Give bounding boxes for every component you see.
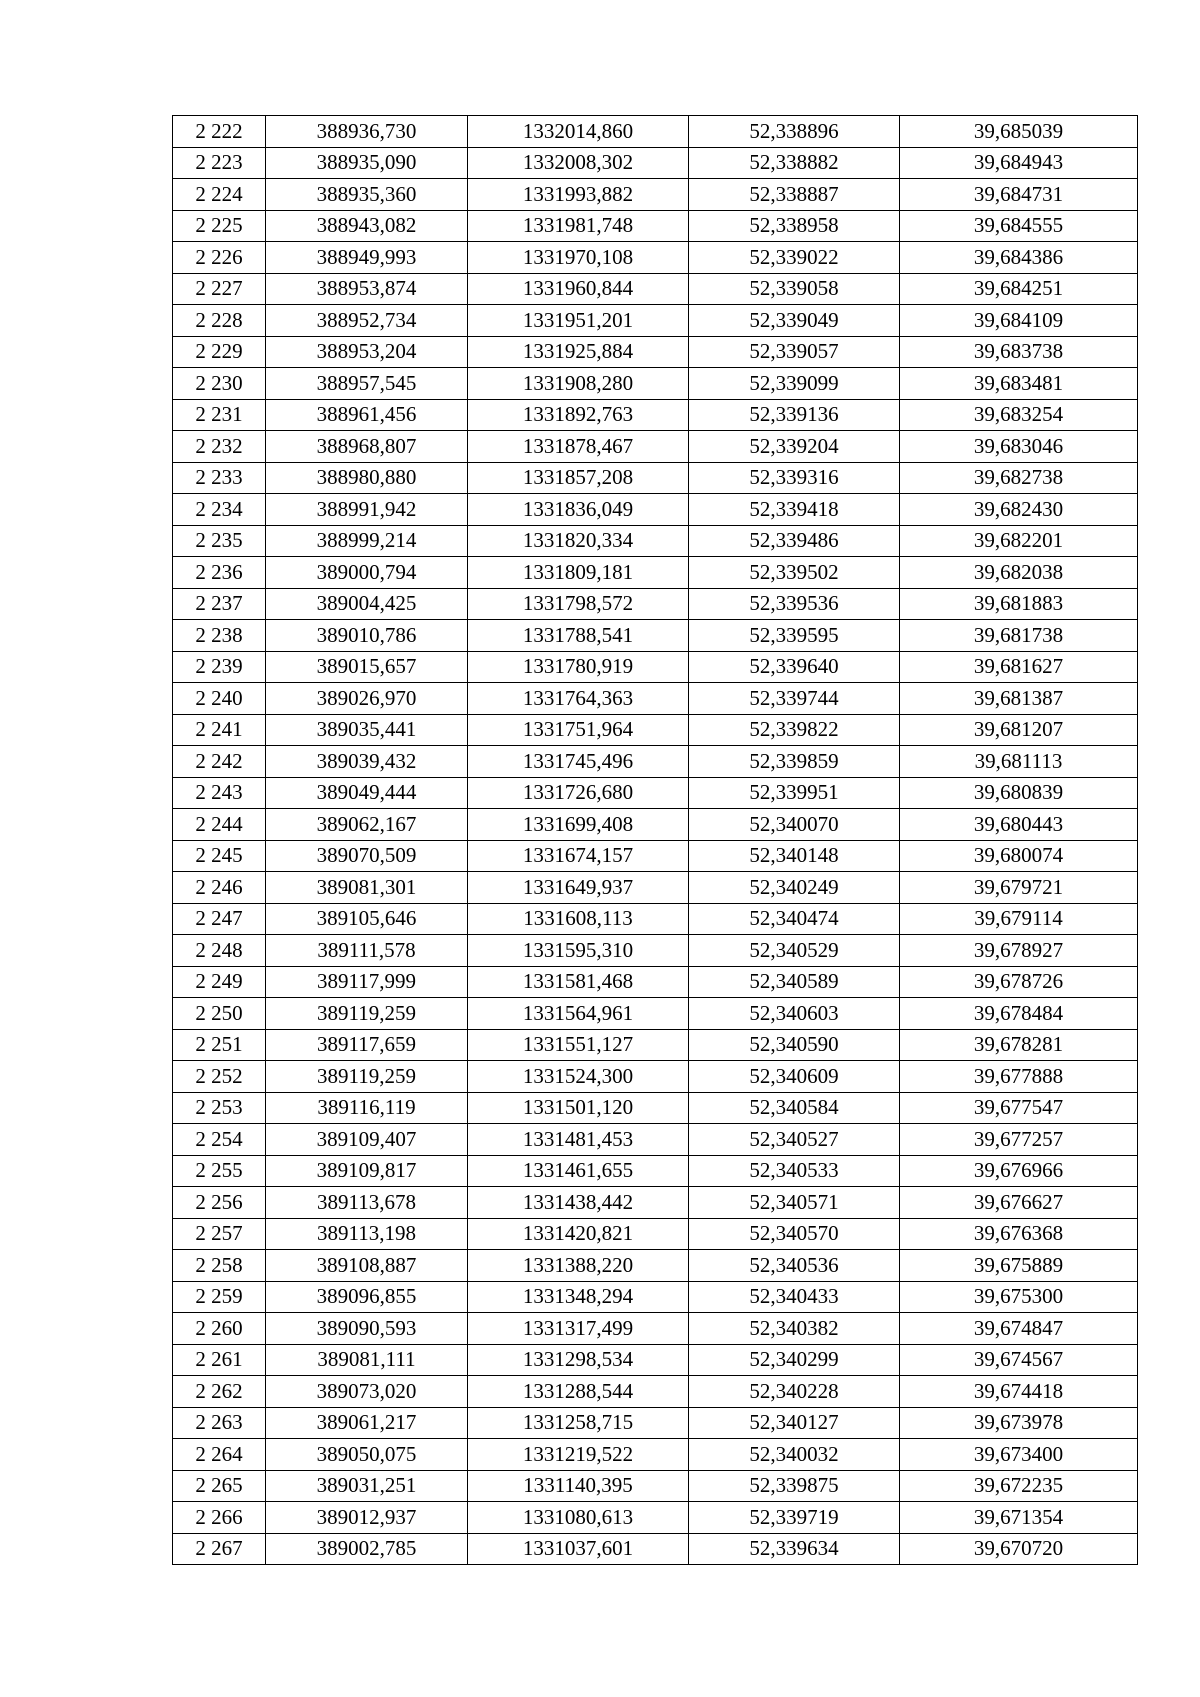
y-coordinate-cell: 1331925,884 (468, 336, 689, 368)
x-coordinate-cell: 389117,999 (266, 966, 468, 998)
x-coordinate-cell: 388952,734 (266, 305, 468, 337)
point-number-cell: 2 222 (173, 116, 266, 148)
y-coordinate-cell: 1331951,201 (468, 305, 689, 337)
longitude-cell: 39,674418 (900, 1376, 1138, 1408)
longitude-cell: 39,683046 (900, 431, 1138, 463)
latitude-cell: 52,339136 (689, 399, 900, 431)
coordinates-table-body (173, 116, 1138, 1565)
longitude-cell: 39,683738 (900, 336, 1138, 368)
point-number-cell: 2 256 (173, 1187, 266, 1219)
table-row (173, 242, 1138, 274)
y-coordinate-cell: 1331857,208 (468, 462, 689, 494)
latitude-cell: 52,340474 (689, 903, 900, 935)
longitude-cell: 39,674847 (900, 1313, 1138, 1345)
table-row (173, 746, 1138, 778)
point-number-cell: 2 231 (173, 399, 266, 431)
x-coordinate-cell: 389109,817 (266, 1155, 468, 1187)
x-coordinate-cell: 389035,441 (266, 714, 468, 746)
longitude-cell: 39,684251 (900, 273, 1138, 305)
x-coordinate-cell: 389111,578 (266, 935, 468, 967)
y-coordinate-cell: 1331764,363 (468, 683, 689, 715)
table-row (173, 1502, 1138, 1534)
x-coordinate-cell: 388980,880 (266, 462, 468, 494)
x-coordinate-cell: 388953,874 (266, 273, 468, 305)
point-number-cell: 2 242 (173, 746, 266, 778)
latitude-cell: 52,340032 (689, 1439, 900, 1471)
latitude-cell: 52,339822 (689, 714, 900, 746)
x-coordinate-cell: 388999,214 (266, 525, 468, 557)
longitude-cell: 39,680074 (900, 840, 1138, 872)
table-row (173, 368, 1138, 400)
longitude-cell: 39,680443 (900, 809, 1138, 841)
point-number-cell: 2 258 (173, 1250, 266, 1282)
y-coordinate-cell: 1331780,919 (468, 651, 689, 683)
x-coordinate-cell: 389061,217 (266, 1407, 468, 1439)
latitude-cell: 52,339536 (689, 588, 900, 620)
y-coordinate-cell: 1331836,049 (468, 494, 689, 526)
point-number-cell: 2 239 (173, 651, 266, 683)
y-coordinate-cell: 1331726,680 (468, 777, 689, 809)
longitude-cell: 39,683481 (900, 368, 1138, 400)
point-number-cell: 2 247 (173, 903, 266, 935)
longitude-cell: 39,678484 (900, 998, 1138, 1030)
x-coordinate-cell: 388936,730 (266, 116, 468, 148)
table-row (173, 525, 1138, 557)
x-coordinate-cell: 389050,075 (266, 1439, 468, 1471)
x-coordinate-cell: 389081,111 (266, 1344, 468, 1376)
x-coordinate-cell: 389049,444 (266, 777, 468, 809)
x-coordinate-cell: 389010,786 (266, 620, 468, 652)
table-row (173, 1061, 1138, 1093)
point-number-cell: 2 267 (173, 1533, 266, 1565)
table-row (173, 1187, 1138, 1219)
table-row (173, 966, 1138, 998)
point-number-cell: 2 237 (173, 588, 266, 620)
y-coordinate-cell: 1331080,613 (468, 1502, 689, 1534)
longitude-cell: 39,675889 (900, 1250, 1138, 1282)
latitude-cell: 52,339719 (689, 1502, 900, 1534)
latitude-cell: 52,340070 (689, 809, 900, 841)
y-coordinate-cell: 1331993,882 (468, 179, 689, 211)
longitude-cell: 39,675300 (900, 1281, 1138, 1313)
longitude-cell: 39,678281 (900, 1029, 1138, 1061)
longitude-cell: 39,676627 (900, 1187, 1138, 1219)
latitude-cell: 52,339744 (689, 683, 900, 715)
y-coordinate-cell: 1331258,715 (468, 1407, 689, 1439)
latitude-cell: 52,339634 (689, 1533, 900, 1565)
y-coordinate-cell: 1331809,181 (468, 557, 689, 589)
latitude-cell: 52,340590 (689, 1029, 900, 1061)
table-row (173, 273, 1138, 305)
y-coordinate-cell: 1331699,408 (468, 809, 689, 841)
longitude-cell: 39,670720 (900, 1533, 1138, 1565)
table-row (173, 620, 1138, 652)
longitude-cell: 39,677888 (900, 1061, 1138, 1093)
longitude-cell: 39,682430 (900, 494, 1138, 526)
table-row (173, 1344, 1138, 1376)
x-coordinate-cell: 388991,942 (266, 494, 468, 526)
longitude-cell: 39,684386 (900, 242, 1138, 274)
point-number-cell: 2 244 (173, 809, 266, 841)
x-coordinate-cell: 389002,785 (266, 1533, 468, 1565)
table-row (173, 1470, 1138, 1502)
latitude-cell: 52,340609 (689, 1061, 900, 1093)
longitude-cell: 39,682738 (900, 462, 1138, 494)
longitude-cell: 39,681113 (900, 746, 1138, 778)
latitude-cell: 52,338882 (689, 147, 900, 179)
y-coordinate-cell: 1331798,572 (468, 588, 689, 620)
longitude-cell: 39,681883 (900, 588, 1138, 620)
table-row (173, 809, 1138, 841)
point-number-cell: 2 253 (173, 1092, 266, 1124)
x-coordinate-cell: 389015,657 (266, 651, 468, 683)
longitude-cell: 39,681627 (900, 651, 1138, 683)
latitude-cell: 52,339875 (689, 1470, 900, 1502)
latitude-cell: 52,340589 (689, 966, 900, 998)
y-coordinate-cell: 1331820,334 (468, 525, 689, 557)
longitude-cell: 39,676966 (900, 1155, 1138, 1187)
point-number-cell: 2 223 (173, 147, 266, 179)
y-coordinate-cell: 1331878,467 (468, 431, 689, 463)
x-coordinate-cell: 389073,020 (266, 1376, 468, 1408)
y-coordinate-cell: 1331674,157 (468, 840, 689, 872)
table-row (173, 210, 1138, 242)
x-coordinate-cell: 388935,090 (266, 147, 468, 179)
latitude-cell: 52,339502 (689, 557, 900, 589)
longitude-cell: 39,674567 (900, 1344, 1138, 1376)
point-number-cell: 2 236 (173, 557, 266, 589)
table-row (173, 1124, 1138, 1156)
table-row (173, 1029, 1138, 1061)
longitude-cell: 39,684943 (900, 147, 1138, 179)
point-number-cell: 2 254 (173, 1124, 266, 1156)
y-coordinate-cell: 1331317,499 (468, 1313, 689, 1345)
point-number-cell: 2 227 (173, 273, 266, 305)
latitude-cell: 52,340148 (689, 840, 900, 872)
latitude-cell: 52,340249 (689, 872, 900, 904)
table-row (173, 462, 1138, 494)
y-coordinate-cell: 1331981,748 (468, 210, 689, 242)
latitude-cell: 52,340536 (689, 1250, 900, 1282)
x-coordinate-cell: 389000,794 (266, 557, 468, 589)
x-coordinate-cell: 389113,678 (266, 1187, 468, 1219)
latitude-cell: 52,339049 (689, 305, 900, 337)
x-coordinate-cell: 389012,937 (266, 1502, 468, 1534)
latitude-cell: 52,339418 (689, 494, 900, 526)
table-row (173, 777, 1138, 809)
point-number-cell: 2 234 (173, 494, 266, 526)
longitude-cell: 39,679114 (900, 903, 1138, 935)
y-coordinate-cell: 1331581,468 (468, 966, 689, 998)
latitude-cell: 52,339099 (689, 368, 900, 400)
y-coordinate-cell: 1331908,280 (468, 368, 689, 400)
x-coordinate-cell: 389081,301 (266, 872, 468, 904)
latitude-cell: 52,338887 (689, 179, 900, 211)
point-number-cell: 2 264 (173, 1439, 266, 1471)
x-coordinate-cell: 389090,593 (266, 1313, 468, 1345)
x-coordinate-cell: 389096,855 (266, 1281, 468, 1313)
x-coordinate-cell: 389031,251 (266, 1470, 468, 1502)
table-row (173, 494, 1138, 526)
latitude-cell: 52,338896 (689, 116, 900, 148)
longitude-cell: 39,682201 (900, 525, 1138, 557)
table-row (173, 557, 1138, 589)
point-number-cell: 2 260 (173, 1313, 266, 1345)
point-number-cell: 2 230 (173, 368, 266, 400)
longitude-cell: 39,679721 (900, 872, 1138, 904)
table-row (173, 588, 1138, 620)
point-number-cell: 2 224 (173, 179, 266, 211)
y-coordinate-cell: 1331348,294 (468, 1281, 689, 1313)
x-coordinate-cell: 389116,119 (266, 1092, 468, 1124)
point-number-cell: 2 250 (173, 998, 266, 1030)
x-coordinate-cell: 389119,259 (266, 1061, 468, 1093)
table-row (173, 336, 1138, 368)
point-number-cell: 2 249 (173, 966, 266, 998)
x-coordinate-cell: 388957,545 (266, 368, 468, 400)
y-coordinate-cell: 1331751,964 (468, 714, 689, 746)
y-coordinate-cell: 1331481,453 (468, 1124, 689, 1156)
point-number-cell: 2 238 (173, 620, 266, 652)
table-row (173, 651, 1138, 683)
latitude-cell: 52,340529 (689, 935, 900, 967)
latitude-cell: 52,339204 (689, 431, 900, 463)
point-number-cell: 2 233 (173, 462, 266, 494)
y-coordinate-cell: 1331388,220 (468, 1250, 689, 1282)
point-number-cell: 2 241 (173, 714, 266, 746)
table-row (173, 399, 1138, 431)
table-row (173, 998, 1138, 1030)
longitude-cell: 39,671354 (900, 1502, 1138, 1534)
point-number-cell: 2 229 (173, 336, 266, 368)
y-coordinate-cell: 1331649,937 (468, 872, 689, 904)
x-coordinate-cell: 389070,509 (266, 840, 468, 872)
table-row (173, 1250, 1138, 1282)
table-row (173, 903, 1138, 935)
point-number-cell: 2 248 (173, 935, 266, 967)
table-row (173, 1155, 1138, 1187)
x-coordinate-cell: 389109,407 (266, 1124, 468, 1156)
y-coordinate-cell: 1331037,601 (468, 1533, 689, 1565)
y-coordinate-cell: 1332014,860 (468, 116, 689, 148)
x-coordinate-cell: 389108,887 (266, 1250, 468, 1282)
coordinates-table (172, 115, 1138, 1565)
x-coordinate-cell: 388935,360 (266, 179, 468, 211)
point-number-cell: 2 255 (173, 1155, 266, 1187)
table-row (173, 1376, 1138, 1408)
latitude-cell: 52,339595 (689, 620, 900, 652)
y-coordinate-cell: 1331960,844 (468, 273, 689, 305)
table-row (173, 1218, 1138, 1250)
point-number-cell: 2 228 (173, 305, 266, 337)
x-coordinate-cell: 388943,082 (266, 210, 468, 242)
table-row (173, 179, 1138, 211)
y-coordinate-cell: 1331219,522 (468, 1439, 689, 1471)
longitude-cell: 39,684731 (900, 179, 1138, 211)
longitude-cell: 39,673978 (900, 1407, 1138, 1439)
point-number-cell: 2 225 (173, 210, 266, 242)
point-number-cell: 2 266 (173, 1502, 266, 1534)
longitude-cell: 39,681738 (900, 620, 1138, 652)
y-coordinate-cell: 1331970,108 (468, 242, 689, 274)
latitude-cell: 52,340299 (689, 1344, 900, 1376)
table-row (173, 1281, 1138, 1313)
longitude-cell: 39,685039 (900, 116, 1138, 148)
y-coordinate-cell: 1331892,763 (468, 399, 689, 431)
y-coordinate-cell: 1331788,541 (468, 620, 689, 652)
latitude-cell: 52,340603 (689, 998, 900, 1030)
table-row (173, 872, 1138, 904)
point-number-cell: 2 265 (173, 1470, 266, 1502)
latitude-cell: 52,340571 (689, 1187, 900, 1219)
latitude-cell: 52,339640 (689, 651, 900, 683)
table-row (173, 935, 1138, 967)
x-coordinate-cell: 389026,970 (266, 683, 468, 715)
longitude-cell: 39,683254 (900, 399, 1138, 431)
x-coordinate-cell: 389004,425 (266, 588, 468, 620)
point-number-cell: 2 251 (173, 1029, 266, 1061)
latitude-cell: 52,340570 (689, 1218, 900, 1250)
y-coordinate-cell: 1331420,821 (468, 1218, 689, 1250)
x-coordinate-cell: 389119,259 (266, 998, 468, 1030)
table-row (173, 305, 1138, 337)
longitude-cell: 39,678927 (900, 935, 1138, 967)
x-coordinate-cell: 389062,167 (266, 809, 468, 841)
y-coordinate-cell: 1331288,544 (468, 1376, 689, 1408)
latitude-cell: 52,340527 (689, 1124, 900, 1156)
longitude-cell: 39,681207 (900, 714, 1138, 746)
x-coordinate-cell: 389117,659 (266, 1029, 468, 1061)
longitude-cell: 39,682038 (900, 557, 1138, 589)
point-number-cell: 2 243 (173, 777, 266, 809)
longitude-cell: 39,684109 (900, 305, 1138, 337)
longitude-cell: 39,678726 (900, 966, 1138, 998)
x-coordinate-cell: 388949,993 (266, 242, 468, 274)
point-number-cell: 2 259 (173, 1281, 266, 1313)
longitude-cell: 39,676368 (900, 1218, 1138, 1250)
y-coordinate-cell: 1331461,655 (468, 1155, 689, 1187)
point-number-cell: 2 240 (173, 683, 266, 715)
longitude-cell: 39,677547 (900, 1092, 1138, 1124)
latitude-cell: 52,340127 (689, 1407, 900, 1439)
x-coordinate-cell: 388953,204 (266, 336, 468, 368)
point-number-cell: 2 232 (173, 431, 266, 463)
x-coordinate-cell: 389113,198 (266, 1218, 468, 1250)
latitude-cell: 52,340228 (689, 1376, 900, 1408)
y-coordinate-cell: 1331524,300 (468, 1061, 689, 1093)
table-row (173, 147, 1138, 179)
point-number-cell: 2 261 (173, 1344, 266, 1376)
latitude-cell: 52,339022 (689, 242, 900, 274)
y-coordinate-cell: 1331501,120 (468, 1092, 689, 1124)
longitude-cell: 39,672235 (900, 1470, 1138, 1502)
point-number-cell: 2 262 (173, 1376, 266, 1408)
table-row (173, 1439, 1138, 1471)
latitude-cell: 52,340382 (689, 1313, 900, 1345)
table-row (173, 714, 1138, 746)
latitude-cell: 52,340433 (689, 1281, 900, 1313)
point-number-cell: 2 252 (173, 1061, 266, 1093)
x-coordinate-cell: 389039,432 (266, 746, 468, 778)
y-coordinate-cell: 1331298,534 (468, 1344, 689, 1376)
latitude-cell: 52,339058 (689, 273, 900, 305)
x-coordinate-cell: 389105,646 (266, 903, 468, 935)
latitude-cell: 52,340533 (689, 1155, 900, 1187)
point-number-cell: 2 226 (173, 242, 266, 274)
longitude-cell: 39,684555 (900, 210, 1138, 242)
point-number-cell: 2 246 (173, 872, 266, 904)
y-coordinate-cell: 1331564,961 (468, 998, 689, 1030)
x-coordinate-cell: 388961,456 (266, 399, 468, 431)
y-coordinate-cell: 1331438,442 (468, 1187, 689, 1219)
y-coordinate-cell: 1332008,302 (468, 147, 689, 179)
table-row (173, 116, 1138, 148)
longitude-cell: 39,677257 (900, 1124, 1138, 1156)
x-coordinate-cell: 388968,807 (266, 431, 468, 463)
y-coordinate-cell: 1331608,113 (468, 903, 689, 935)
latitude-cell: 52,339859 (689, 746, 900, 778)
table-row (173, 1313, 1138, 1345)
latitude-cell: 52,340584 (689, 1092, 900, 1124)
table-row (173, 1092, 1138, 1124)
point-number-cell: 2 263 (173, 1407, 266, 1439)
latitude-cell: 52,338958 (689, 210, 900, 242)
y-coordinate-cell: 1331140,395 (468, 1470, 689, 1502)
table-row (173, 840, 1138, 872)
y-coordinate-cell: 1331595,310 (468, 935, 689, 967)
point-number-cell: 2 235 (173, 525, 266, 557)
point-number-cell: 2 257 (173, 1218, 266, 1250)
y-coordinate-cell: 1331745,496 (468, 746, 689, 778)
point-number-cell: 2 245 (173, 840, 266, 872)
table-row (173, 1533, 1138, 1565)
longitude-cell: 39,680839 (900, 777, 1138, 809)
latitude-cell: 52,339057 (689, 336, 900, 368)
table-row (173, 683, 1138, 715)
longitude-cell: 39,673400 (900, 1439, 1138, 1471)
longitude-cell: 39,681387 (900, 683, 1138, 715)
latitude-cell: 52,339486 (689, 525, 900, 557)
y-coordinate-cell: 1331551,127 (468, 1029, 689, 1061)
table-row (173, 431, 1138, 463)
latitude-cell: 52,339951 (689, 777, 900, 809)
latitude-cell: 52,339316 (689, 462, 900, 494)
table-row (173, 1407, 1138, 1439)
